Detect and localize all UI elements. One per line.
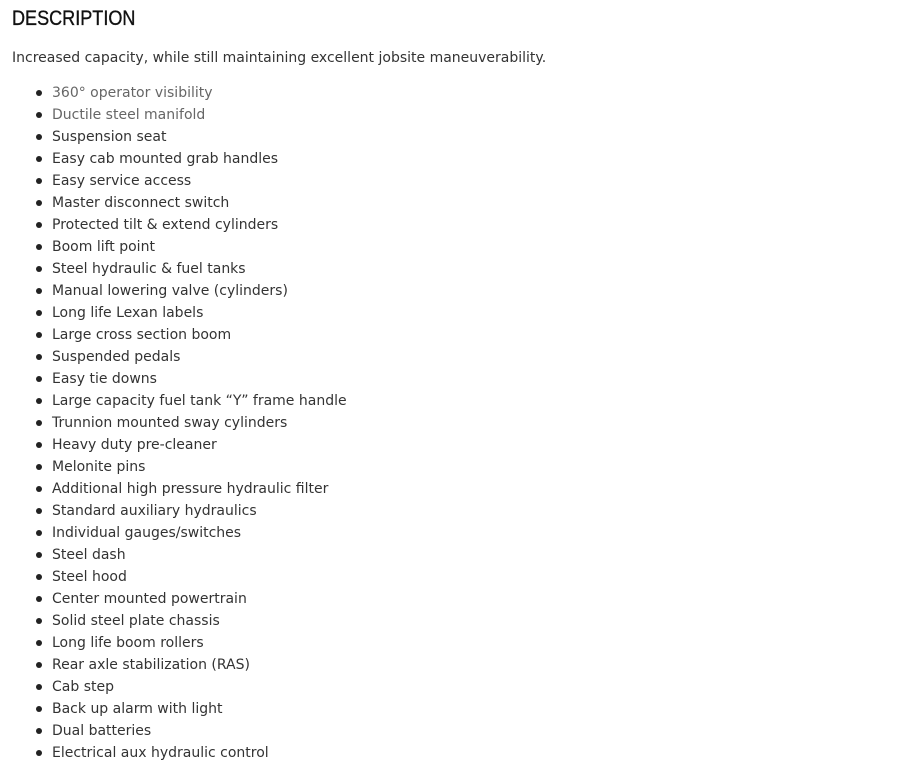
list-item bbox=[12, 302, 347, 324]
list-item bbox=[12, 478, 347, 500]
feature-text: Additional high pressure hydraulic filter bbox=[52, 481, 329, 497]
list-item bbox=[12, 698, 347, 720]
bullet-icon bbox=[36, 90, 42, 96]
feature-text: Rear axle stabilization (RAS) bbox=[52, 657, 250, 673]
bullet-icon bbox=[36, 244, 42, 250]
list-item bbox=[12, 236, 347, 258]
bullet-icon bbox=[36, 376, 42, 382]
feature-text: Steel hood bbox=[52, 569, 127, 585]
description-intro: Increased capacity, while still maintaining excellent jobsite maneuverability. bbox=[12, 50, 547, 66]
list-item bbox=[12, 104, 347, 126]
bullet-icon bbox=[36, 332, 42, 338]
bullet-icon bbox=[36, 200, 42, 206]
description-section bbox=[12, 6, 892, 761]
list-item bbox=[12, 544, 347, 566]
bullet-icon bbox=[36, 464, 42, 470]
feature-text: Dual batteries bbox=[52, 723, 152, 739]
feature-text: Large capacity fuel tank “Y” frame handle bbox=[52, 393, 347, 409]
bullet-icon bbox=[36, 134, 42, 140]
bullet-icon bbox=[36, 552, 42, 558]
feature-text: Suspension seat bbox=[52, 129, 167, 145]
feature-text: Long life boom rollers bbox=[52, 635, 204, 651]
bullet-icon bbox=[36, 156, 42, 162]
list-item bbox=[12, 676, 347, 698]
bullet-icon bbox=[36, 288, 42, 294]
feature-text: Steel hydraulic & fuel tanks bbox=[52, 261, 246, 277]
section-title: DESCRIPTION bbox=[12, 7, 136, 30]
bullet-icon bbox=[36, 420, 42, 426]
list-item bbox=[12, 632, 347, 654]
bullet-icon bbox=[36, 178, 42, 184]
feature-list bbox=[12, 82, 347, 764]
feature-text: Long life Lexan labels bbox=[52, 305, 204, 321]
list-item bbox=[12, 500, 347, 522]
bullet-icon bbox=[36, 640, 42, 646]
bullet-icon bbox=[36, 706, 42, 712]
list-item bbox=[12, 566, 347, 588]
feature-text: Heavy duty pre-cleaner bbox=[52, 437, 217, 453]
feature-text: Trunnion mounted sway cylinders bbox=[52, 415, 288, 431]
list-item bbox=[12, 588, 347, 610]
feature-text: Large cross section boom bbox=[52, 327, 232, 343]
feature-text: Ductile steel manifold bbox=[52, 107, 206, 123]
list-item bbox=[12, 148, 347, 170]
bullet-icon bbox=[36, 112, 42, 118]
list-item bbox=[12, 720, 347, 742]
feature-text: Cab step bbox=[52, 679, 114, 695]
list-item bbox=[12, 368, 347, 390]
bullet-icon bbox=[36, 354, 42, 360]
list-item bbox=[12, 522, 347, 544]
bullet-icon bbox=[36, 618, 42, 624]
list-item bbox=[12, 346, 347, 368]
bullet-icon bbox=[36, 750, 42, 756]
bullet-icon bbox=[36, 596, 42, 602]
bullet-icon bbox=[36, 222, 42, 228]
feature-text: Standard auxiliary hydraulics bbox=[52, 503, 257, 519]
list-item bbox=[12, 742, 347, 764]
bullet-icon bbox=[36, 574, 42, 580]
list-item bbox=[12, 390, 347, 412]
feature-text: 360° operator visibility bbox=[52, 85, 213, 101]
bullet-icon bbox=[36, 508, 42, 514]
feature-text: Steel dash bbox=[52, 547, 126, 563]
list-item bbox=[12, 126, 347, 148]
list-item bbox=[12, 434, 347, 456]
feature-text: Easy cab mounted grab handles bbox=[52, 151, 279, 167]
feature-text: Center mounted powertrain bbox=[52, 591, 247, 607]
list-item bbox=[12, 82, 347, 104]
list-item bbox=[12, 258, 347, 280]
list-item bbox=[12, 610, 347, 632]
list-item bbox=[12, 324, 347, 346]
bullet-icon bbox=[36, 486, 42, 492]
bullet-icon bbox=[36, 398, 42, 404]
bullet-icon bbox=[36, 442, 42, 448]
feature-text: Suspended pedals bbox=[52, 349, 181, 365]
list-item bbox=[12, 214, 347, 236]
bullet-icon bbox=[36, 684, 42, 690]
feature-text: Individual gauges/switches bbox=[52, 525, 242, 541]
feature-text: Protected tilt & extend cylinders bbox=[52, 217, 279, 233]
feature-text: Manual lowering valve (cylinders) bbox=[52, 283, 288, 299]
list-item bbox=[12, 280, 347, 302]
list-item bbox=[12, 654, 347, 676]
bullet-icon bbox=[36, 530, 42, 536]
feature-text: Boom lift point bbox=[52, 239, 155, 255]
feature-text: Master disconnect switch bbox=[52, 195, 230, 211]
feature-text: Electrical aux hydraulic control bbox=[52, 745, 269, 761]
feature-text: Easy tie downs bbox=[52, 371, 157, 387]
list-item bbox=[12, 412, 347, 434]
list-item bbox=[12, 170, 347, 192]
feature-text: Back up alarm with light bbox=[52, 701, 223, 717]
bullet-icon bbox=[36, 662, 42, 668]
list-item bbox=[12, 192, 347, 214]
feature-text: Solid steel plate chassis bbox=[52, 613, 220, 629]
feature-text: Easy service access bbox=[52, 173, 192, 189]
bullet-icon bbox=[36, 266, 42, 272]
list-item bbox=[12, 456, 347, 478]
bullet-icon bbox=[36, 310, 42, 316]
bullet-icon bbox=[36, 728, 42, 734]
feature-text: Melonite pins bbox=[52, 459, 146, 475]
